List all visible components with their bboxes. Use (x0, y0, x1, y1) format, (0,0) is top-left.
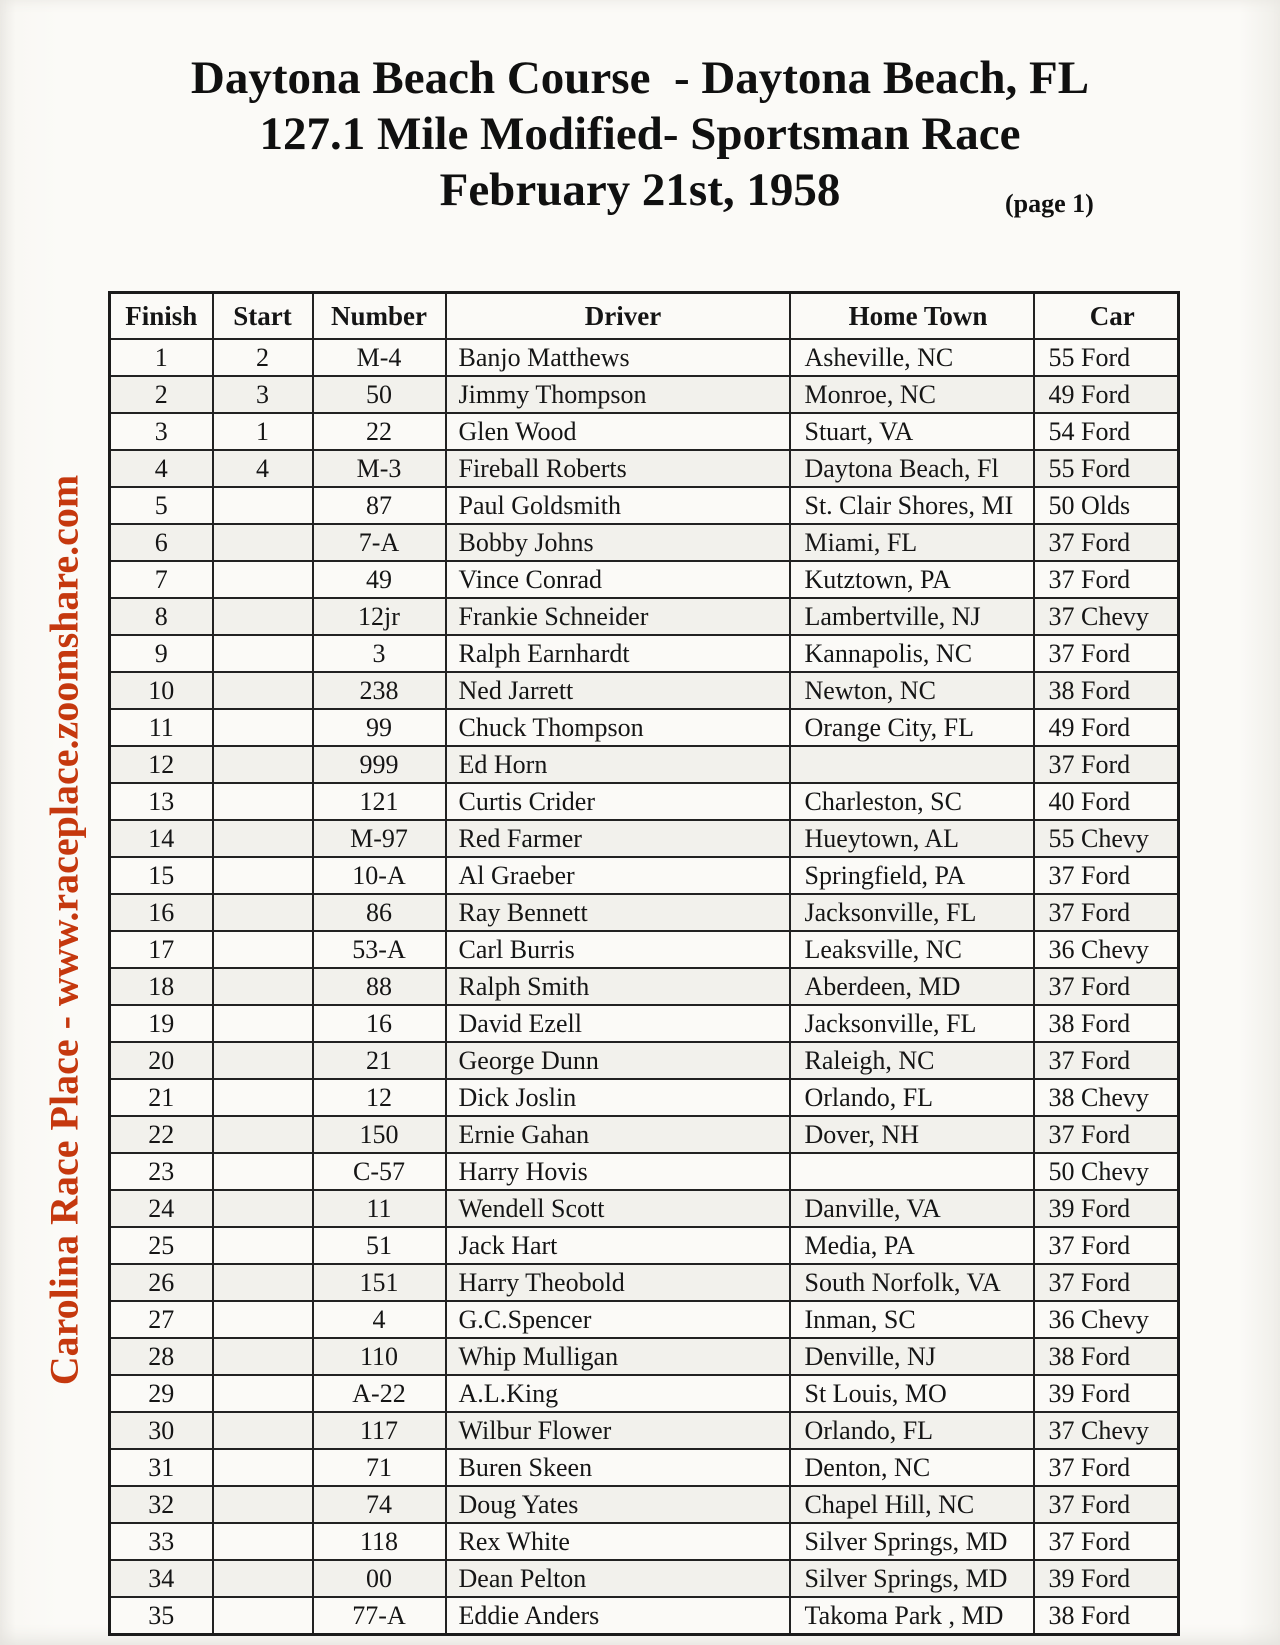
table-row (110, 672, 1179, 709)
table-cell (790, 1153, 1034, 1190)
table-cell: Newton, NC (790, 672, 1034, 709)
table-cell: Doug Yates (446, 1486, 790, 1523)
table-cell (213, 1338, 313, 1375)
table-row (110, 1227, 1179, 1264)
table-cell: 74 (313, 1486, 446, 1523)
table-cell (213, 524, 313, 561)
table-row (110, 931, 1179, 968)
table-cell: 37 Ford (1034, 1523, 1179, 1560)
table-cell (213, 1227, 313, 1264)
table-cell: 55 Ford (1034, 339, 1179, 376)
table-cell: 50 Olds (1034, 487, 1179, 524)
table-row (110, 524, 1179, 561)
table-cell: 1 (110, 339, 213, 376)
table-cell: 7-A (313, 524, 446, 561)
table-cell: 36 Chevy (1034, 1301, 1179, 1338)
table-cell: 99 (313, 709, 446, 746)
table-cell: 49 Ford (1034, 709, 1179, 746)
table-cell (213, 1153, 313, 1190)
table-cell: Jacksonville, FL (790, 1005, 1034, 1042)
table-cell (213, 635, 313, 672)
table-cell: Ed Horn (446, 746, 790, 783)
table-cell: 15 (110, 857, 213, 894)
table-cell: 37 Ford (1034, 746, 1179, 783)
table-cell: Kutztown, PA (790, 561, 1034, 598)
race-subtitle: 127.1 Mile Modified- Sportsman Race (259, 108, 1021, 160)
table-cell (213, 1412, 313, 1449)
table-cell: 110 (313, 1338, 446, 1375)
table-cell: Leaksville, NC (790, 931, 1034, 968)
table-cell: 38 Chevy (1034, 1079, 1179, 1116)
table-cell: Silver Springs, MD (790, 1560, 1034, 1597)
table-row (110, 1079, 1179, 1116)
table-cell: Bobby Johns (446, 524, 790, 561)
table-cell: G.C.Spencer (446, 1301, 790, 1338)
table-cell: 35 (110, 1597, 213, 1635)
table-cell: Charleston, SC (790, 783, 1034, 820)
table-cell: Dover, NH (790, 1116, 1034, 1153)
table-cell: Fireball Roberts (446, 450, 790, 487)
table-cell: 10-A (313, 857, 446, 894)
table-cell: Asheville, NC (790, 339, 1034, 376)
table-row (110, 1301, 1179, 1338)
column-header-home-town: Home Town (790, 293, 1034, 340)
page-number-label: (page 1) (1005, 189, 1094, 218)
table-cell: 1 (213, 413, 313, 450)
table-cell (213, 1264, 313, 1301)
table-cell: 71 (313, 1449, 446, 1486)
table-header (110, 293, 1179, 340)
table-cell (213, 709, 313, 746)
table-cell (213, 1005, 313, 1042)
table-row (110, 487, 1179, 524)
column-header-start: Start (213, 293, 313, 340)
table-cell: Jack Hart (446, 1227, 790, 1264)
table-row (110, 413, 1179, 450)
table-row (110, 968, 1179, 1005)
table-cell: Monroe, NC (790, 376, 1034, 413)
table-cell: 2 (110, 376, 213, 413)
table-cell: Harry Hovis (446, 1153, 790, 1190)
table-row (110, 1264, 1179, 1301)
table-cell: 29 (110, 1375, 213, 1412)
table-cell: 37 Ford (1034, 1227, 1179, 1264)
table-cell: C-57 (313, 1153, 446, 1190)
table-cell: 20 (110, 1042, 213, 1079)
table-cell: 86 (313, 894, 446, 931)
column-header-car: Car (1034, 293, 1179, 340)
table-cell: 12 (313, 1079, 446, 1116)
table-cell (213, 1523, 313, 1560)
table-cell: 18 (110, 968, 213, 1005)
table-cell: 77-A (313, 1597, 446, 1635)
table-cell: St Louis, MO (790, 1375, 1034, 1412)
table-cell: 5 (110, 487, 213, 524)
table-cell: 34 (110, 1560, 213, 1597)
table-cell: 37 Ford (1034, 1042, 1179, 1079)
column-header-driver: Driver (446, 293, 790, 340)
table-cell: 7 (110, 561, 213, 598)
table-cell: 21 (313, 1042, 446, 1079)
table-cell: Ralph Smith (446, 968, 790, 1005)
table-cell: 49 (313, 561, 446, 598)
table-row (110, 1449, 1179, 1486)
table-cell (213, 820, 313, 857)
table-cell: 39 Ford (1034, 1560, 1179, 1597)
table-cell: Ray Bennett (446, 894, 790, 931)
table-cell: Orange City, FL (790, 709, 1034, 746)
table-row (110, 1486, 1179, 1523)
table-cell: 8 (110, 598, 213, 635)
table-cell: Stuart, VA (790, 413, 1034, 450)
table-row (110, 339, 1179, 376)
table-cell: 17 (110, 931, 213, 968)
table-cell: Denton, NC (790, 1449, 1034, 1486)
table-cell: Carl Burris (446, 931, 790, 968)
table-cell: 50 Chevy (1034, 1153, 1179, 1190)
table-cell: 33 (110, 1523, 213, 1560)
table-cell: 00 (313, 1560, 446, 1597)
table-cell: Chapel Hill, NC (790, 1486, 1034, 1523)
table-cell: Aberdeen, MD (790, 968, 1034, 1005)
table-cell: Glen Wood (446, 413, 790, 450)
table-cell: M-4 (313, 339, 446, 376)
table-cell: Takoma Park , MD (790, 1597, 1034, 1635)
table-cell: 3 (213, 376, 313, 413)
table-cell (213, 1116, 313, 1153)
table-row (110, 1560, 1179, 1597)
table-cell: 37 Ford (1034, 635, 1179, 672)
table-cell: George Dunn (446, 1042, 790, 1079)
table-cell (213, 1042, 313, 1079)
table-cell: 9 (110, 635, 213, 672)
table-cell (213, 561, 313, 598)
table-cell: 150 (313, 1116, 446, 1153)
table-cell: Wendell Scott (446, 1190, 790, 1227)
table-cell (213, 783, 313, 820)
table-cell (213, 968, 313, 1005)
table-cell: Miami, FL (790, 524, 1034, 561)
table-cell (213, 598, 313, 635)
table-cell: 37 Ford (1034, 857, 1179, 894)
table-row (110, 561, 1179, 598)
table-cell: 11 (313, 1190, 446, 1227)
watermark-site-text: Carolina Race Place - www.raceplace.zoomshare.com (41, 474, 87, 1386)
table-cell: 37 Ford (1034, 1116, 1179, 1153)
table-cell: 88 (313, 968, 446, 1005)
table-cell: Paul Goldsmith (446, 487, 790, 524)
table-cell: M-97 (313, 820, 446, 857)
table-cell: 37 Ford (1034, 1264, 1179, 1301)
table-cell: 55 Chevy (1034, 820, 1179, 857)
table-row (110, 450, 1179, 487)
table-body (110, 339, 1179, 1635)
table-row (110, 1005, 1179, 1042)
table-cell: 37 Ford (1034, 561, 1179, 598)
column-header-finish: Finish (110, 293, 213, 340)
table-cell: 10 (110, 672, 213, 709)
table-cell (213, 857, 313, 894)
table-cell: Danville, VA (790, 1190, 1034, 1227)
table-cell: 54 Ford (1034, 413, 1179, 450)
table-cell: 12jr (313, 598, 446, 635)
table-cell: Jacksonville, FL (790, 894, 1034, 931)
table-cell: 28 (110, 1338, 213, 1375)
table-cell: 55 Ford (1034, 450, 1179, 487)
table-cell: 12 (110, 746, 213, 783)
table-cell: Curtis Crider (446, 783, 790, 820)
table-cell (213, 746, 313, 783)
table-cell (213, 1597, 313, 1635)
table-cell: Rex White (446, 1523, 790, 1560)
race-date: February 21st, 1958 (439, 164, 841, 216)
table-cell (213, 1375, 313, 1412)
table-cell: 19 (110, 1005, 213, 1042)
table-cell: South Norfolk, VA (790, 1264, 1034, 1301)
table-row (110, 746, 1179, 783)
table-cell (790, 746, 1034, 783)
table-cell: 39 Ford (1034, 1190, 1179, 1227)
table-cell: Hueytown, AL (790, 820, 1034, 857)
table-cell: 4 (213, 450, 313, 487)
table-cell: 999 (313, 746, 446, 783)
column-header-number: Number (313, 293, 446, 340)
table-row (110, 1597, 1179, 1635)
table-cell: 118 (313, 1523, 446, 1560)
table-row (110, 1042, 1179, 1079)
table-cell (213, 1449, 313, 1486)
table-row (110, 1116, 1179, 1153)
table-cell: 27 (110, 1301, 213, 1338)
table-cell: 4 (313, 1301, 446, 1338)
table-cell (213, 1190, 313, 1227)
table-cell: 37 Chevy (1034, 598, 1179, 635)
table-row (110, 1375, 1179, 1412)
page-title: Daytona Beach Course - Daytona Beach, FL (190, 52, 1090, 104)
table-cell: 23 (110, 1153, 213, 1190)
table-cell: Vince Conrad (446, 561, 790, 598)
table-cell: Eddie Anders (446, 1597, 790, 1635)
table-cell: Jimmy Thompson (446, 376, 790, 413)
table-row (110, 635, 1179, 672)
table-cell: Chuck Thompson (446, 709, 790, 746)
table-cell: Banjo Matthews (446, 339, 790, 376)
table-row (110, 1338, 1179, 1375)
table-row (110, 1190, 1179, 1227)
table-cell: Frankie Schneider (446, 598, 790, 635)
table-cell: 2 (213, 339, 313, 376)
table-cell: A-22 (313, 1375, 446, 1412)
table-cell (213, 1301, 313, 1338)
table-cell: 36 Chevy (1034, 931, 1179, 968)
table-cell: 51 (313, 1227, 446, 1264)
table-cell: 22 (313, 413, 446, 450)
table-cell: 38 Ford (1034, 1597, 1179, 1635)
table-cell: 37 Ford (1034, 894, 1179, 931)
table-row (110, 820, 1179, 857)
table-cell: Ned Jarrett (446, 672, 790, 709)
table-cell: 121 (313, 783, 446, 820)
table-cell (213, 1560, 313, 1597)
table-cell: 37 Ford (1034, 968, 1179, 1005)
table-cell: 37 Chevy (1034, 1412, 1179, 1449)
table-cell: A.L.King (446, 1375, 790, 1412)
table-cell: 16 (110, 894, 213, 931)
table-cell (213, 1486, 313, 1523)
table-cell: Raleigh, NC (790, 1042, 1034, 1079)
table-cell: 40 Ford (1034, 783, 1179, 820)
table-cell: Silver Springs, MD (790, 1523, 1034, 1560)
table-row (110, 598, 1179, 635)
table-cell: 49 Ford (1034, 376, 1179, 413)
table-cell: Orlando, FL (790, 1079, 1034, 1116)
table-cell: 37 Ford (1034, 1486, 1179, 1523)
table-cell: 3 (110, 413, 213, 450)
table-row (110, 376, 1179, 413)
table-row (110, 783, 1179, 820)
table-cell: Springfield, PA (790, 857, 1034, 894)
table-row (110, 857, 1179, 894)
table-cell: Kannapolis, NC (790, 635, 1034, 672)
table-cell: 11 (110, 709, 213, 746)
table-cell: 238 (313, 672, 446, 709)
table-cell: 26 (110, 1264, 213, 1301)
table-cell: Lambertville, NJ (790, 598, 1034, 635)
table-cell: Buren Skeen (446, 1449, 790, 1486)
table-cell: 87 (313, 487, 446, 524)
table-cell: 38 Ford (1034, 1005, 1179, 1042)
table-cell: St. Clair Shores, MI (790, 487, 1034, 524)
table-cell (213, 931, 313, 968)
table-cell: 24 (110, 1190, 213, 1227)
table-cell: David Ezell (446, 1005, 790, 1042)
table-cell: Dick Joslin (446, 1079, 790, 1116)
table-cell: 38 Ford (1034, 1338, 1179, 1375)
table-row (110, 1153, 1179, 1190)
table-cell: 22 (110, 1116, 213, 1153)
table-cell: 53-A (313, 931, 446, 968)
table-row (110, 1523, 1179, 1560)
table-cell: 25 (110, 1227, 213, 1264)
table-cell: 117 (313, 1412, 446, 1449)
table-cell: 50 (313, 376, 446, 413)
title-block (0, 50, 1280, 218)
table-cell: 151 (313, 1264, 446, 1301)
table-cell: 4 (110, 450, 213, 487)
table-cell: Denville, NJ (790, 1338, 1034, 1375)
table-cell: Wilbur Flower (446, 1412, 790, 1449)
table-cell: 14 (110, 820, 213, 857)
table-cell: 31 (110, 1449, 213, 1486)
table-cell: M-3 (313, 450, 446, 487)
table-cell: 6 (110, 524, 213, 561)
table-cell: 39 Ford (1034, 1375, 1179, 1412)
table-cell: 3 (313, 635, 446, 672)
table-cell: Al Graeber (446, 857, 790, 894)
table-cell: 38 Ford (1034, 672, 1179, 709)
results-table (108, 291, 1180, 1636)
header-row (110, 293, 1179, 340)
table-row (110, 709, 1179, 746)
table-cell: Red Farmer (446, 820, 790, 857)
table-cell (213, 487, 313, 524)
table-cell (213, 672, 313, 709)
table-cell: 37 Ford (1034, 524, 1179, 561)
table-cell: Media, PA (790, 1227, 1034, 1264)
table-cell: 30 (110, 1412, 213, 1449)
table-row (110, 1412, 1179, 1449)
table-cell (213, 1079, 313, 1116)
table-cell: Ralph Earnhardt (446, 635, 790, 672)
table-cell: Inman, SC (790, 1301, 1034, 1338)
table-cell: Daytona Beach, Fl (790, 450, 1034, 487)
table-cell: 13 (110, 783, 213, 820)
table-cell: 37 Ford (1034, 1449, 1179, 1486)
table-cell: 21 (110, 1079, 213, 1116)
table-cell: 32 (110, 1486, 213, 1523)
table-cell: Ernie Gahan (446, 1116, 790, 1153)
table-cell: Dean Pelton (446, 1560, 790, 1597)
table-cell: Orlando, FL (790, 1412, 1034, 1449)
table-row (110, 894, 1179, 931)
table-cell: Whip Mulligan (446, 1338, 790, 1375)
table-cell: 16 (313, 1005, 446, 1042)
table-cell (213, 894, 313, 931)
table-cell: Harry Theobold (446, 1264, 790, 1301)
